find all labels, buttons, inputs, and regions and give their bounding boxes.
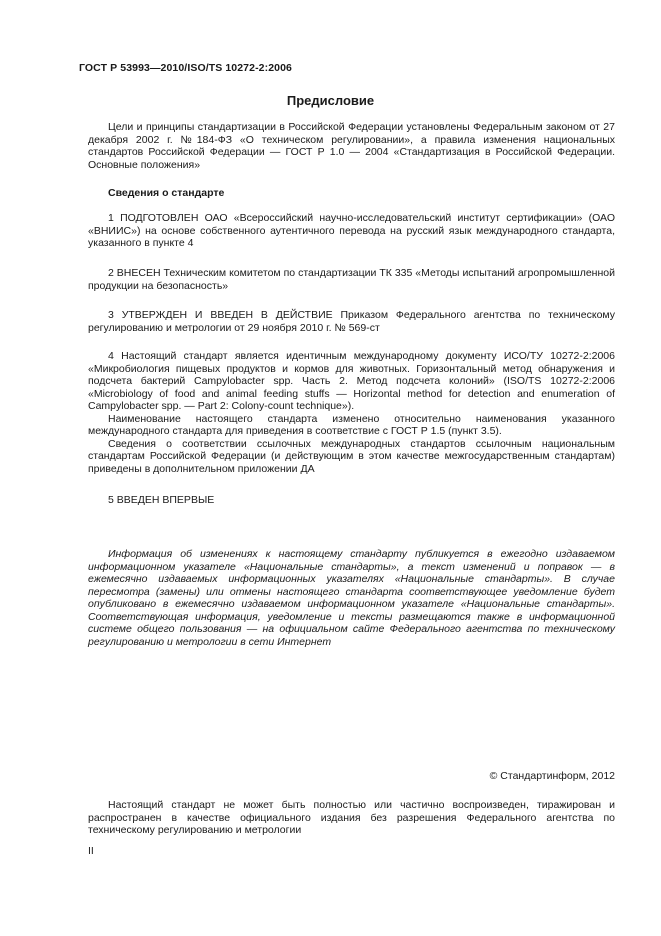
page-title: Предисловие (286, 93, 375, 108)
reproduction-notice-paragraph: Настоящий стандарт не может быть полностью или частично воспроизведен, тиражирован и распространен в качестве официального издания без разрешения Федерального агентства по техническому регулированию и метрологии (88, 799, 615, 836)
item-5-paragraph: 5 ВВЕДЕН ВПЕРВЫЕ (108, 494, 215, 506)
page-number: II (88, 845, 94, 857)
section-subtitle: Сведения о стандарте (108, 187, 225, 199)
intro-paragraph: Цели и принципы стандартизации в Российской Федерации установлены Федеральным законом от 27 декабря 2002 г. №184-ФЗ «О техническом регулировании», а правила изменения национальных стандартов Российской Федерации — ГОСТ Р 1.0 — 2004 «Стандартизация в Российской Федерации. Основные положения» (88, 121, 615, 171)
document-code-header: ГОСТ Р 53993—2010/ISO/TS 10272-2:2006 (79, 62, 292, 74)
item-4-rename-paragraph: Наименование настоящего стандарта изменено относительно наименования указанного международного стандарта для приведения в соответствие с ГОСТ Р 1.5 (пункт 3.5). (88, 412, 615, 437)
item-1-paragraph: 1 ПОДГОТОВЛЕН ОАО «Всероссийский научно-исследовательский институт сертификации» (ОАО «ВНИИС») на основе собственного аутентичного перевода на русский язык международного стандарта, указанного в пункте 4 (88, 212, 615, 249)
item-4-paragraph: 4 Настоящий стандарт является идентичным международному документу ИСО/ТУ 10272-2:2006 «Микробиология пищевых продуктов и кормов для животных. Горизонтальный метод обнаружения и подсчета бактерий Campylobacter spp. Часть 2. Метод подсчета колоний» (ISO/TS 10272-2:2006 «Microbiology of food and animal feeding stuffs — Horizontal method for detection and enumeration of Campylobacter spp. — Part 2: Colony-count technique»). (88, 350, 615, 412)
copyright-line: © Стандартинформ, 2012 (489, 770, 615, 782)
item-3-paragraph: 3 УТВЕРЖДЕН И ВВЕДЕН В ДЕЙСТВИЕ Приказом Федерального агентства по техническому регулированию и метрологии от 29 ноября 2010 г. № 569-ст (88, 309, 615, 334)
item-4-references-paragraph: Сведения о соответствии ссылочных международных стандартов ссылочным национальным стандартам Российской Федерации (и действующим в этом качестве межгосударственным стандартам) приведены в дополнительном приложении ДА (88, 437, 615, 475)
item-4-group (88, 350, 615, 475)
info-notice-paragraph: Информация об изменениях к настоящему стандарту публикуется в ежегодно издаваемом информационном указателе «Национальные стандарты», а текст изменений и поправок — в ежемесячно издаваемых информационных указателях «Национальные стандарты». В случае пересмотра (замены) или отмены настоящего стандарта соответствующее уведомление будет опубликовано в ежемесячно издаваемом информационном указателе «Национальные стандарты». Соответствующая информация, уведомление и тексты размещаются также в информационной системе общего пользования — на официальном сайте Федерального агентства по техническому регулированию и метрологии в сети Интернет (88, 548, 615, 648)
item-2-paragraph: 2 ВНЕСЕН Техническим комитетом по стандартизации ТК 335 «Методы испытаний агропромышленной продукции на безопасность» (88, 267, 615, 292)
